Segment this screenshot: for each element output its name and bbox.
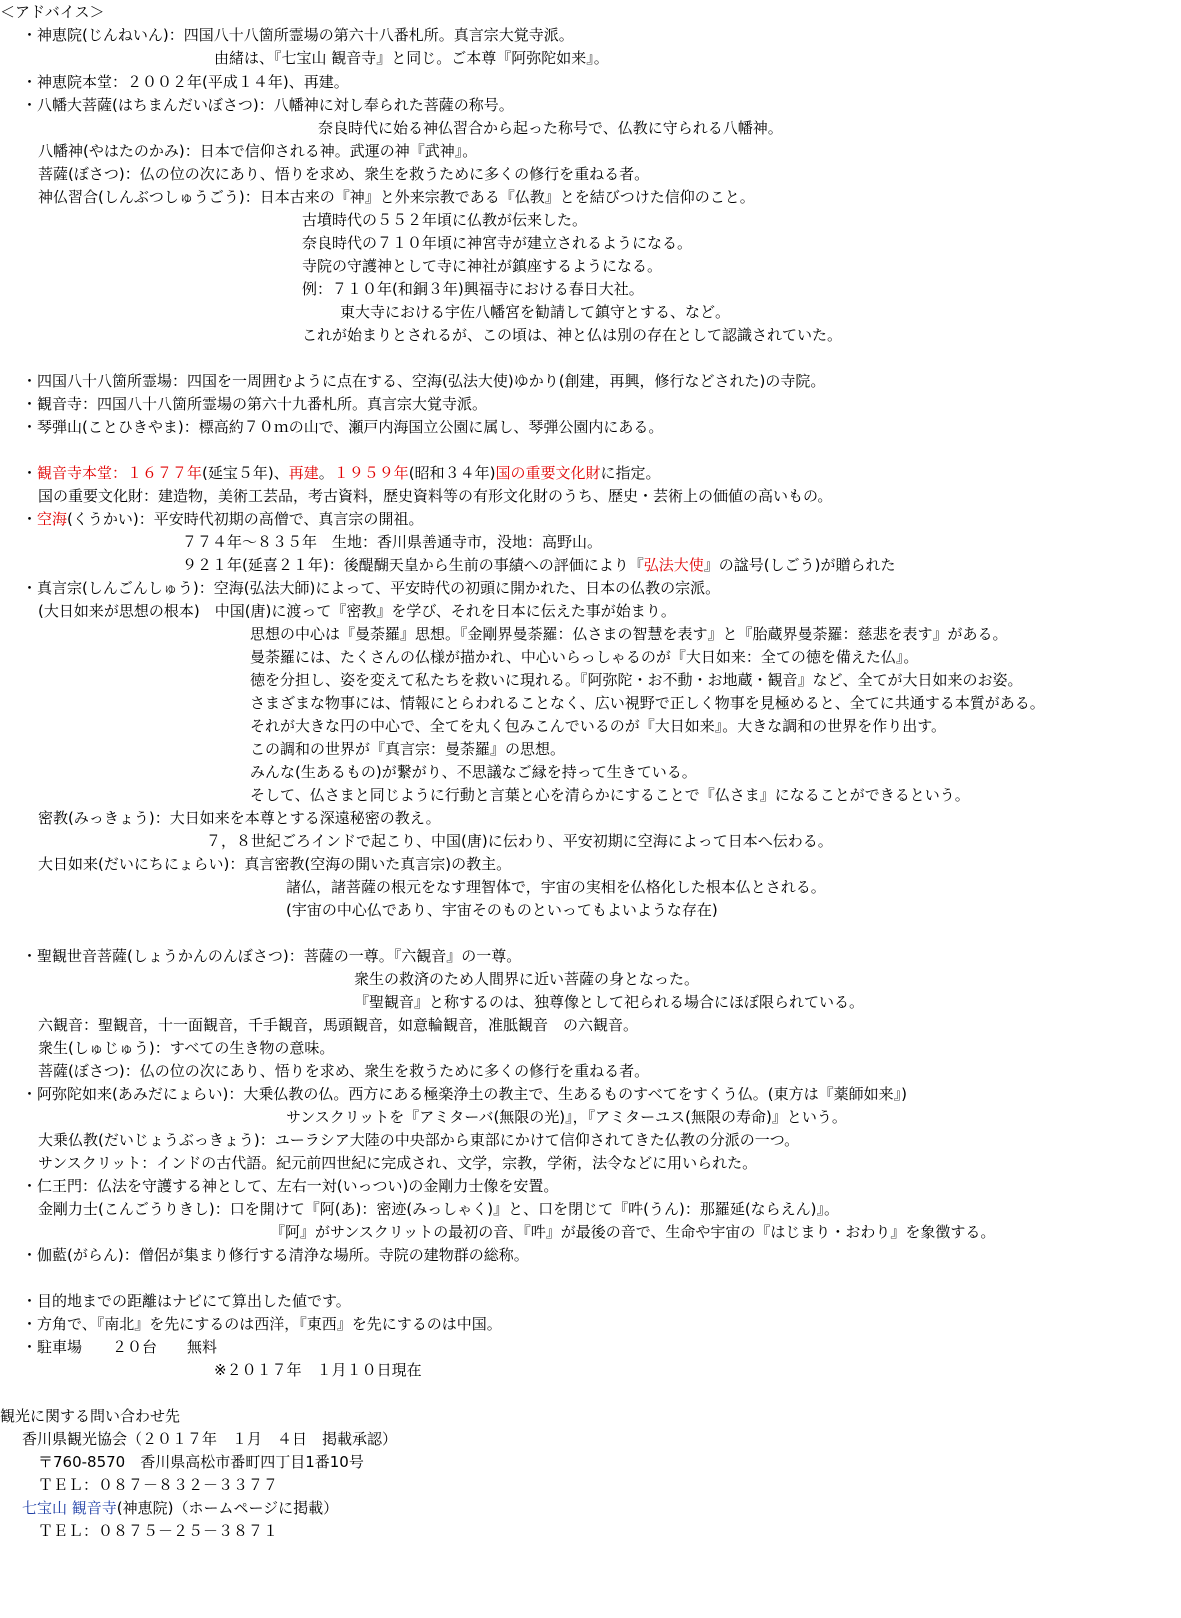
- text-segment: 思想の中心は『曼荼羅』思想。『金剛界曼荼羅：仏さまの智慧を表す』と『胎蔵界曼荼羅：慈悲を表す』がある。: [250, 625, 1008, 643]
- text-line: [182, 532, 602, 552]
- text-segment: (昭和３４年): [408, 464, 496, 482]
- text-line: [286, 877, 826, 897]
- text-line: [302, 256, 662, 276]
- text-segment: ＴＥＬ：０８７５－２５－３８７１: [38, 1522, 279, 1540]
- text-line: [302, 210, 587, 230]
- text-line: [22, 1337, 217, 1357]
- text-line: [38, 1521, 278, 1541]
- text-segment: (神恵院)（ホームページに掲載）: [116, 1499, 339, 1517]
- text-segment: ・神恵院本堂：２００２年(平成１４年)、再建。: [22, 73, 349, 91]
- text-segment: 神仏習合(しんぶつしゅうごう)：日本古来の『神』と外来宗教である『仏教』とを結びつけた信仰のこと。: [38, 188, 755, 206]
- text-segment: ・: [22, 464, 38, 482]
- highlighted-text: 再建: [288, 464, 319, 482]
- text-segment: ・神恵院(じんねいん)：四国八十八箇所霊場の第六十八番札所。真言宗大覚寺派。: [22, 26, 574, 44]
- text-line: [250, 716, 946, 736]
- text-segment: 衆生(しゅじゅう)：すべての生き物の意味。: [38, 1039, 335, 1057]
- text-segment: 寺院の守護神として寺に神社が鎮座するようになる。: [302, 257, 663, 275]
- text-segment: 観光に関する問い合わせ先: [0, 1407, 181, 1425]
- text-segment: 六観音：聖観音，十一面観音，千手観音，馬頭観音，如意輪観音，准胝観音 の六観音。: [38, 1016, 639, 1034]
- text-line: [250, 762, 697, 782]
- text-segment: 例：７１０年(和銅３年)興福寺における春日大社。: [302, 280, 644, 298]
- text-line: [22, 463, 661, 483]
- text-segment: ＴＥＬ：０８７－８３２－３３７７: [38, 1476, 279, 1494]
- text-line: [22, 1291, 351, 1311]
- text-segment: 大乗仏教(だいじょうぶっきょう)：ユーラシア大陸の中央部から東部にかけて信仰されてきた仏教の分派の一つ。: [38, 1131, 800, 1149]
- text-segment: ＜アドバイス＞: [0, 3, 105, 21]
- text-segment: ・目的地までの距離はナビにて算出した値です。: [22, 1292, 351, 1310]
- text-segment: これが始まりとされるが、この頃は、神と仏は別の存在として認識されていた。: [302, 326, 843, 344]
- text-line: [22, 1429, 397, 1449]
- text-segment: サンスクリットを『アミターバ(無限の光)』，『アミターユス(無限の寿命)』という。: [286, 1108, 847, 1126]
- text-segment: ・伽藍(がらん)：僧侶が集まり修行する清浄な場所。寺院の建物群の総称。: [22, 1246, 529, 1264]
- text-line: [250, 670, 1023, 690]
- text-segment: ※２０１７年 １月１０日現在: [214, 1361, 422, 1379]
- text-line: [22, 95, 514, 115]
- text-segment: 。: [318, 464, 334, 482]
- text-line: [250, 624, 1008, 644]
- text-segment: 香川県観光協会（２０１７年 １月 ４日 掲載承認）: [22, 1430, 398, 1448]
- text-segment: この調和の世界が『真言宗：曼荼羅』の思想。: [250, 740, 566, 758]
- highlighted-text: １９５９年: [333, 464, 409, 482]
- text-line: [38, 854, 511, 874]
- text-line: [340, 302, 730, 322]
- text-line: [38, 187, 755, 207]
- text-line: [38, 1015, 638, 1035]
- text-line: [38, 1199, 839, 1219]
- highlighted-text: 弘法大使: [643, 556, 704, 574]
- text-line: [22, 394, 487, 414]
- text-segment: みんな(生あるもの)が繋がり、不思議なご縁を持って生きている。: [250, 763, 697, 781]
- text-segment: ・: [22, 510, 38, 528]
- text-segment: ・観音寺：四国八十八箇所霊場の第六十九番札所。真言宗大覚寺派。: [22, 395, 488, 413]
- text-line: [0, 1406, 180, 1426]
- text-line: [286, 1107, 847, 1127]
- text-segment: ９２１年(延喜２１年)：後醍醐天皇から生前の事績への評価により『: [182, 556, 644, 574]
- highlighted-text: 観音寺本堂：１６７７年: [37, 464, 203, 482]
- text-line: [22, 1176, 558, 1196]
- text-line: [22, 1314, 502, 1334]
- text-line: [250, 693, 1045, 713]
- text-line: [206, 831, 833, 851]
- text-segment: 東大寺における宇佐八幡宮を勧請して鎮守とする、など。: [340, 303, 731, 321]
- text-line: [354, 969, 699, 989]
- text-segment: ７７４年〜８３５年 生地：香川県善通寺市，没地：高野山。: [182, 533, 603, 551]
- text-line: [22, 25, 574, 45]
- text-segment: 『阿』がサンスクリットの最初の音、『吽』が最後の音で、生命や宇宙の『はじまり・おわり』を象徴する。: [270, 1223, 996, 1241]
- text-line: [38, 1452, 364, 1472]
- text-segment: ・駐車場 ２０台 無料: [22, 1338, 218, 1356]
- text-segment: (宇宙の中心仏であり、宇宙そのものといってもよいような存在): [286, 901, 718, 919]
- text-segment: 奈良時代の７１０年頃に神宮寺が建立されるようになる。: [302, 234, 693, 252]
- text-segment: (くうかい)：平安時代初期の高僧で、真言宗の開祖。: [67, 510, 424, 528]
- text-segment: 諸仏，諸菩薩の根元をなす理智体で，宇宙の実相を仏格化した根本仏とされる。: [286, 878, 826, 896]
- text-segment: (延宝５年)、: [202, 464, 289, 482]
- text-segment: 国の重要文化財：建造物，美術工芸品，考古資料，歴史資料等の有形文化財のうち、歴史・芸術上の価値の高いもの。: [38, 487, 833, 505]
- text-segment: それが大きな円の中心で、全てを丸く包みこんでいるのが『大日如来』。大きな調和の世界を作り出す。: [250, 717, 947, 735]
- highlighted-text: 七宝山 観音寺: [22, 1499, 117, 1517]
- text-segment: さまざまな物事には、情報にとらわれることなく、広い視野で正しく物事を見極めると、全てに共通する本質がある。: [250, 694, 1045, 712]
- text-segment: ・阿弥陀如来(あみだにょらい)：大乗仏教の仏。西方にある極楽浄土の教主で、生あるものすべてをすくう仏。(東方は『薬師如来』): [22, 1085, 908, 1103]
- text-segment: 菩薩(ぼさつ)：仏の位の次にあり、悟りを求め、衆生を救うために多くの修行を重ねる者。: [38, 1062, 650, 1080]
- text-line: [38, 141, 477, 161]
- text-line: [0, 2, 105, 22]
- text-line: [318, 118, 783, 138]
- text-segment: ・方角で、『南北』を先にするのは西洋，『東西』を先にするのは中国。: [22, 1315, 502, 1333]
- text-segment: 八幡神(やはたのかみ)：日本で信仰される神。武運の神『武神』。: [38, 142, 478, 160]
- text-line: [286, 900, 718, 920]
- text-line: [214, 48, 609, 68]
- text-segment: (大日如来が思想の根本) 中国(唐)に渡って『密教』を学び、それを日本に伝えた事が始まり。: [38, 602, 676, 620]
- text-segment: ・聖観世音菩薩(しょうかんのんぼさつ)：菩薩の一尊。『六観音』の一尊。: [22, 947, 522, 965]
- text-line: [38, 808, 441, 828]
- text-line: [38, 1153, 757, 1173]
- text-segment: そして、仏さまと同じように行動と言葉と心を清らかにすることで『仏さま』になることができるという。: [250, 786, 970, 804]
- text-segment: 曼荼羅には、たくさんの仏様が描かれ、中心いらっしゃるのが『大日如来：全ての徳を備えた仏』。: [250, 648, 919, 666]
- text-line: [38, 164, 649, 184]
- text-segment: 』の諡号(しごう)が贈られた: [703, 556, 896, 574]
- text-segment: サンスクリット：インドの古代語。紀元前四世紀に完成され、文学，宗教，学術，法令などに用いられた。: [38, 1154, 758, 1172]
- text-line: [302, 279, 644, 299]
- highlighted-text: 国の重要文化財: [495, 464, 601, 482]
- text-line: [250, 785, 970, 805]
- text-line: [214, 1360, 422, 1380]
- text-segment: に指定。: [600, 464, 661, 482]
- text-segment: ・琴弾山(ことひきやま)：標高約７０ｍの山で、瀬戸内海国立公園に属し、琴弾公園内にある。: [22, 418, 664, 436]
- text-segment: 大日如来(だいにちにょらい)：真言密教(空海の開いた真言宗)の教主。: [38, 855, 512, 873]
- text-line: [22, 1084, 907, 1104]
- text-segment: 衆生の救済のため人間界に近い菩薩の身となった。: [354, 970, 700, 988]
- text-line: [250, 739, 565, 759]
- text-line: [38, 1475, 278, 1495]
- text-segment: 密教(みっきょう)：大日如来を本尊とする深遠秘密の教え。: [38, 809, 441, 827]
- text-line: [22, 1245, 529, 1265]
- highlighted-text: 空海: [37, 510, 68, 528]
- text-line: [22, 371, 825, 391]
- text-segment: ７，８世紀ごろインドで起こり、中国(唐)に伝わり、平安初期に空海によって日本へ伝わる。: [206, 832, 833, 850]
- text-line: [270, 1222, 995, 1242]
- text-line: [22, 417, 663, 437]
- text-segment: 金剛力士(こんごうりきし)：口を開けて『阿(あ)：密迹(みっしゃく)』と、口を閉じて『吽(うん)：那羅延(ならえん)』。: [38, 1200, 840, 1218]
- text-line: [38, 601, 676, 621]
- text-line: [250, 647, 918, 667]
- text-segment: 徳を分担し、姿を変えて私たちを救いに現れる。『阿弥陀・お不動・お地蔵・観音』など、全てが大日如来のお姿。: [250, 671, 1023, 689]
- text-line: [22, 509, 423, 529]
- text-segment: 由緒は、『七宝山 観音寺』と同じ。ご本尊『阿弥陀如来』。: [214, 49, 609, 67]
- text-line: [302, 325, 842, 345]
- text-segment: 奈良時代に始る神仏習合から起った称号で、仏教に守られる八幡神。: [318, 119, 783, 137]
- text-line: [22, 1498, 338, 1518]
- text-segment: 菩薩(ぼさつ)：仏の位の次にあり、悟りを求め、衆生を救うために多くの修行を重ねる者。: [38, 165, 650, 183]
- text-line: [182, 555, 895, 575]
- text-segment: 古墳時代の５５２年頃に仏教が伝来した。: [302, 211, 588, 229]
- text-segment: ・仁王門：仏法を守護する神として、左右一対(いっつい)の金剛力士像を安置。: [22, 1177, 559, 1195]
- text-segment: ・真言宗(しんごんしゅう)：空海(弘法大師)によって、平安時代の初頭に開かれた、日本の仏教の宗派。: [22, 579, 721, 597]
- text-line: [22, 72, 349, 92]
- text-line: [38, 1130, 799, 1150]
- text-line: [38, 1038, 334, 1058]
- text-segment: ・八幡大菩薩(はちまんだいぼさつ)：八幡神に対し奉られた菩薩の称号。: [22, 96, 514, 114]
- text-segment: ・四国八十八箇所霊場：四国を一周囲むように点在する、空海(弘法大使)ゆかり(創建，再興，修行などされた)の寺院。: [22, 372, 826, 390]
- text-line: [22, 946, 521, 966]
- text-line: [22, 578, 720, 598]
- text-line: [354, 992, 864, 1012]
- text-segment: 『聖観音』と称するのは、独尊像として祀られる場合にほぼ限られている。: [354, 993, 865, 1011]
- text-segment: 〒760-8570 香川県高松市番町四丁目1番10号: [38, 1453, 364, 1471]
- text-line: [38, 1061, 649, 1081]
- text-line: [302, 233, 692, 253]
- text-line: [38, 486, 832, 506]
